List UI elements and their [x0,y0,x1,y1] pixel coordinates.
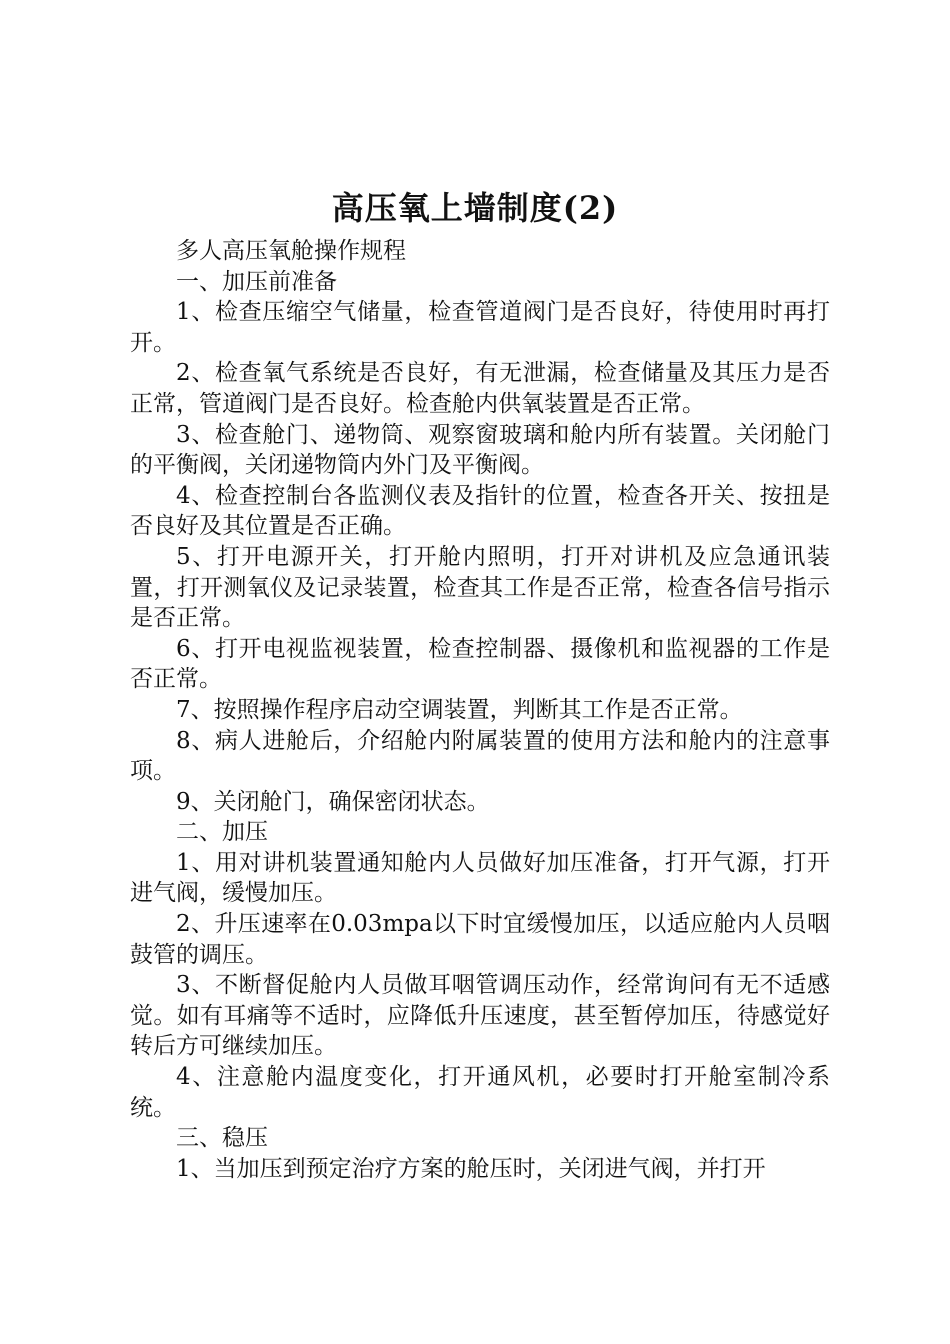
paragraph: 8、病人进舱后，介绍舱内附属装置的使用方法和舱内的注意事项。 [130,727,830,785]
paragraph: 多人高压氧舱操作规程 [176,238,406,264]
paragraph: 4、检查控制台各监测仪表及指针的位置，检查各开关、按扭是否良好及其位置是否正确。 [130,482,830,540]
paragraph: 2、检查氧气系统是否良好，有无泄漏，检查储量及其压力是否正常，管道阀门是否良好。检查舱内供氧装置是否正常。 [130,360,830,417]
paragraph: 3、不断督促舱内人员做耳咽管调压动作，经常询问有无不适感觉。如有耳痛等不适时，应降低升压速度，甚至暂停加压，待感觉好转后方可继续加压。 [130,972,830,1060]
paragraph: 1、检查压缩空气储量，检查管道阀门是否良好，待使用时再打开。 [130,299,830,356]
paragraph: 9、关闭舱门，确保密闭状态。 [176,788,490,815]
document-title: 高压氧上墙制度(2) [331,189,619,227]
paragraph: 4、注意舱内温度变化，打开通风机，必要时打开舱室制冷系统。 [130,1064,830,1121]
paragraph: 1、当加压到预定治疗方案的舱压时，关闭进气阀，并打开 [176,1155,766,1182]
paragraph: 7、按照操作程序启动空调装置，判断其工作是否正常。 [176,696,743,723]
paragraph: 3、检查舱门、递物筒、观察窗玻璃和舱内所有装置。关闭舱门的平衡阀，关闭递物筒内外门及平衡阀。 [130,421,830,479]
section-heading: 三、稳压 [176,1125,268,1152]
paragraph: 1、用对讲机装置通知舱内人员做好加压准备，打开气源，打开进气阀，缓慢加压。 [130,849,830,907]
document-body [130,236,830,1184]
section-heading: 二、加压 [176,819,268,846]
paragraph: 5、打开电源开关，打开舱内照明，打开对讲机及应急通讯装置，打开测氧仪及记录装置，检查其工作是否正常，检查各信号指示是否正常。 [130,543,830,632]
section-heading: 一、加压前准备 [176,268,337,295]
paragraph: 2、升压速率在0.03mpa以下时宜缓慢加压，以适应舱内人员咽鼓管的调压。 [130,911,830,968]
paragraph: 6、打开电视监视装置，检查控制器、摄像机和监视器的工作是否正常。 [130,635,830,693]
